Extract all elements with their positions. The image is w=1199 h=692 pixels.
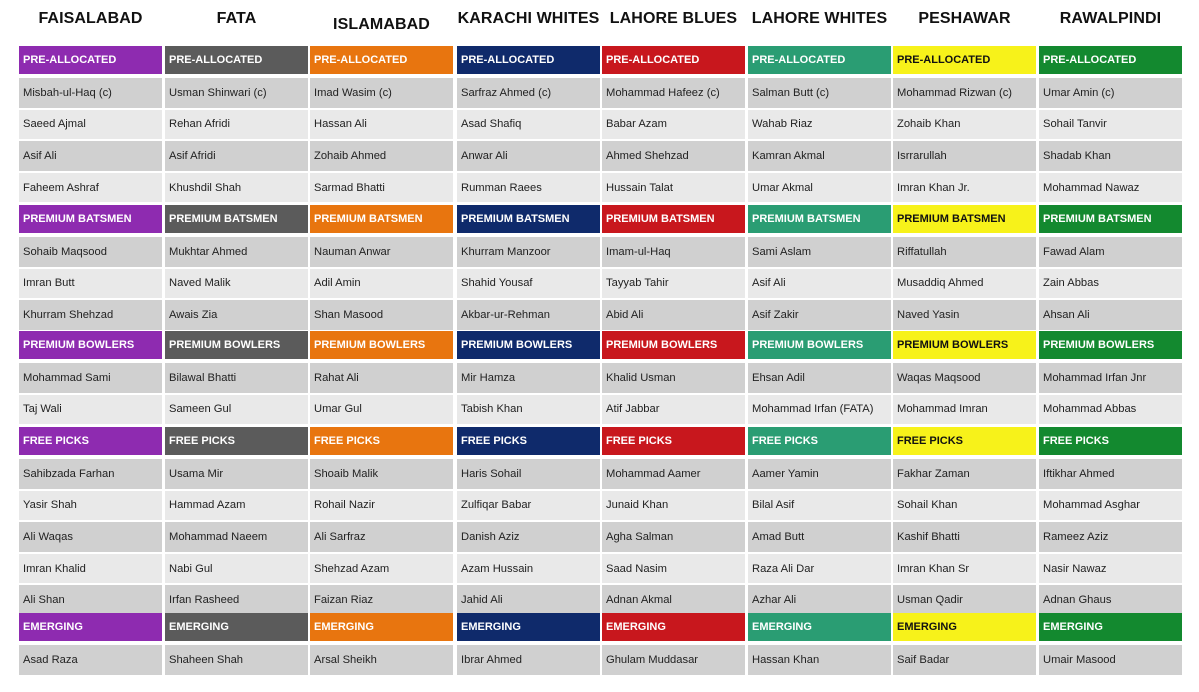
player-row: Nasir Nawaz xyxy=(1039,554,1182,586)
player-row: Hammad Azam xyxy=(165,491,308,523)
player-row: Isrrarullah xyxy=(893,141,1036,173)
player-row: Ehsan Adil xyxy=(748,363,891,395)
player-row: Arsal Sheikh xyxy=(310,645,453,677)
player-row: Shahid Yousaf xyxy=(457,269,600,301)
player-row: Shadab Khan xyxy=(1039,141,1182,173)
player-row: Tayyab Tahir xyxy=(602,269,745,301)
category-header: FREE PICKS xyxy=(310,427,453,457)
player-row: Fakhar Zaman xyxy=(893,459,1036,491)
category-header: PRE-ALLOCATED xyxy=(1039,46,1182,76)
player-row: Mukhtar Ahmed xyxy=(165,237,308,269)
category-header: FREE PICKS xyxy=(602,427,745,457)
player-row: Usman Shinwari (c) xyxy=(165,78,308,110)
category-header: FREE PICKS xyxy=(1039,427,1182,457)
category-header: PREMIUM BATSMEN xyxy=(748,205,891,235)
player-row: Asif Ali xyxy=(748,269,891,301)
player-row: Ahmed Shehzad xyxy=(602,141,745,173)
category-header: PREMIUM BOWLERS xyxy=(19,331,162,361)
player-row: Imran Khan Sr xyxy=(893,554,1036,586)
player-row: Akbar-ur-Rehman xyxy=(457,300,600,332)
category-header: EMERGING xyxy=(893,613,1036,643)
player-row: Babar Azam xyxy=(602,110,745,142)
player-row: Rumman Raees xyxy=(457,173,600,205)
player-row: Taj Wali xyxy=(19,395,162,427)
category-header: EMERGING xyxy=(457,613,600,643)
player-row: Ali Shan xyxy=(19,585,162,617)
category-header: EMERGING xyxy=(310,613,453,643)
category-header: PREMIUM BATSMEN xyxy=(893,205,1036,235)
player-row: Zohaib Khan xyxy=(893,110,1036,142)
player-row: Khushdil Shah xyxy=(165,173,308,205)
player-row: Amad Butt xyxy=(748,522,891,554)
player-row: Zohaib Ahmed xyxy=(310,141,453,173)
player-row: Imran Butt xyxy=(19,269,162,301)
player-row: Atif Jabbar xyxy=(602,395,745,427)
team-column xyxy=(748,0,891,692)
player-row: Naved Yasin xyxy=(893,300,1036,332)
player-row: Mohammad Hafeez (c) xyxy=(602,78,745,110)
player-row: Imad Wasim (c) xyxy=(310,78,453,110)
player-row: Sarfraz Ahmed (c) xyxy=(457,78,600,110)
player-row: Mohammad Irfan (FATA) xyxy=(748,395,891,427)
category-header: FREE PICKS xyxy=(748,427,891,457)
player-row: Imran Khan Jr. xyxy=(893,173,1036,205)
player-row: Khurram Shehzad xyxy=(19,300,162,332)
player-row: Yasir Shah xyxy=(19,491,162,523)
player-row: Sohaib Maqsood xyxy=(19,237,162,269)
player-row: Wahab Riaz xyxy=(748,110,891,142)
player-row: Irfan Rasheed xyxy=(165,585,308,617)
player-row: Khurram Manzoor xyxy=(457,237,600,269)
player-row: Hassan Khan xyxy=(748,645,891,677)
team-column xyxy=(602,0,745,692)
player-row: Agha Salman xyxy=(602,522,745,554)
team-column xyxy=(893,0,1036,692)
category-header: PREMIUM BOWLERS xyxy=(1039,331,1182,361)
player-row: Faheem Ashraf xyxy=(19,173,162,205)
player-row: Ali Sarfraz xyxy=(310,522,453,554)
player-row: Haris Sohail xyxy=(457,459,600,491)
player-row: Hassan Ali xyxy=(310,110,453,142)
player-row: Tabish Khan xyxy=(457,395,600,427)
team-title: FATA xyxy=(216,10,257,27)
player-row: Asad Raza xyxy=(19,645,162,677)
player-row: Asif Afridi xyxy=(165,141,308,173)
category-header: FREE PICKS xyxy=(165,427,308,457)
category-header: PREMIUM BOWLERS xyxy=(893,331,1036,361)
category-header: PREMIUM BOWLERS xyxy=(602,331,745,361)
player-row: Azam Hussain xyxy=(457,554,600,586)
player-row: Naved Malik xyxy=(165,269,308,301)
player-row: Riffatullah xyxy=(893,237,1036,269)
player-row: Mohammad Imran xyxy=(893,395,1036,427)
player-row: Fawad Alam xyxy=(1039,237,1182,269)
player-row: Adnan Ghaus xyxy=(1039,585,1182,617)
category-header: PRE-ALLOCATED xyxy=(310,46,453,76)
category-header: PREMIUM BATSMEN xyxy=(165,205,308,235)
player-row: Adnan Akmal xyxy=(602,585,745,617)
player-row: Saeed Ajmal xyxy=(19,110,162,142)
category-header: EMERGING xyxy=(19,613,162,643)
player-row: Hussain Talat xyxy=(602,173,745,205)
player-row: Mohammad Asghar xyxy=(1039,491,1182,523)
category-header: EMERGING xyxy=(602,613,745,643)
player-row: Umair Masood xyxy=(1039,645,1182,677)
team-column xyxy=(165,0,308,692)
player-row: Waqas Maqsood xyxy=(893,363,1036,395)
category-header: PRE-ALLOCATED xyxy=(165,46,308,76)
player-row: Umar Akmal xyxy=(748,173,891,205)
player-row: Saad Nasim xyxy=(602,554,745,586)
player-row: Adil Amin xyxy=(310,269,453,301)
player-row: Asad Shafiq xyxy=(457,110,600,142)
player-row: Bilal Asif xyxy=(748,491,891,523)
player-row: Nauman Anwar xyxy=(310,237,453,269)
player-row: Raza Ali Dar xyxy=(748,554,891,586)
team-title: LAHORE WHITES xyxy=(751,10,888,27)
player-row: Imran Khalid xyxy=(19,554,162,586)
player-row: Kamran Akmal xyxy=(748,141,891,173)
player-row: Rahat Ali xyxy=(310,363,453,395)
category-header: PREMIUM BATSMEN xyxy=(457,205,600,235)
player-row: Asif Zakir xyxy=(748,300,891,332)
category-header: FREE PICKS xyxy=(457,427,600,457)
player-row: Ahsan Ali xyxy=(1039,300,1182,332)
team-title: PESHAWAR xyxy=(918,10,1011,27)
category-header: PREMIUM BATSMEN xyxy=(1039,205,1182,235)
player-row: Shan Masood xyxy=(310,300,453,332)
player-row: Awais Zia xyxy=(165,300,308,332)
category-header: FREE PICKS xyxy=(19,427,162,457)
player-row: Anwar Ali xyxy=(457,141,600,173)
player-row: Sameen Gul xyxy=(165,395,308,427)
player-row: Iftikhar Ahmed xyxy=(1039,459,1182,491)
player-row: Musaddiq Ahmed xyxy=(893,269,1036,301)
player-row: Nabi Gul xyxy=(165,554,308,586)
player-row: Azhar Ali xyxy=(748,585,891,617)
player-row: Junaid Khan xyxy=(602,491,745,523)
team-column xyxy=(1039,0,1182,692)
player-row: Asif Ali xyxy=(19,141,162,173)
player-row: Misbah-ul-Haq (c) xyxy=(19,78,162,110)
category-header: EMERGING xyxy=(748,613,891,643)
player-row: Mohammad Sami xyxy=(19,363,162,395)
player-row: Rehan Afridi xyxy=(165,110,308,142)
category-header: PRE-ALLOCATED xyxy=(19,46,162,76)
player-row: Mohammad Nawaz xyxy=(1039,173,1182,205)
player-row: Imam-ul-Haq xyxy=(602,237,745,269)
player-row: Salman Butt (c) xyxy=(748,78,891,110)
player-row: Sohail Tanvir xyxy=(1039,110,1182,142)
player-row: Zulfiqar Babar xyxy=(457,491,600,523)
player-row: Rohail Nazir xyxy=(310,491,453,523)
category-header: PREMIUM BATSMEN xyxy=(310,205,453,235)
player-row: Aamer Yamin xyxy=(748,459,891,491)
player-row: Shaheen Shah xyxy=(165,645,308,677)
category-header: PREMIUM BOWLERS xyxy=(457,331,600,361)
team-column xyxy=(457,0,600,692)
player-row: Usama Mir xyxy=(165,459,308,491)
player-row: Faizan Riaz xyxy=(310,585,453,617)
category-header: EMERGING xyxy=(1039,613,1182,643)
player-row: Mohammad Aamer xyxy=(602,459,745,491)
player-row: Khalid Usman xyxy=(602,363,745,395)
category-header: PRE-ALLOCATED xyxy=(748,46,891,76)
team-title: KARACHI WHITES xyxy=(457,10,600,27)
player-row: Sami Aslam xyxy=(748,237,891,269)
category-header: PREMIUM BATSMEN xyxy=(602,205,745,235)
category-header: PREMIUM BATSMEN xyxy=(19,205,162,235)
player-row: Sahibzada Farhan xyxy=(19,459,162,491)
team-title: FAISALABAD xyxy=(38,10,143,27)
player-row: Rameez Aziz xyxy=(1039,522,1182,554)
team-title: LAHORE BLUES xyxy=(609,10,738,27)
player-row: Usman Qadir xyxy=(893,585,1036,617)
player-row: Bilawal Bhatti xyxy=(165,363,308,395)
category-header: PRE-ALLOCATED xyxy=(893,46,1036,76)
team-title: RAWALPINDI xyxy=(1059,10,1162,27)
player-row: Sarmad Bhatti xyxy=(310,173,453,205)
player-row: Mohammad Irfan Jnr xyxy=(1039,363,1182,395)
category-header: PRE-ALLOCATED xyxy=(457,46,600,76)
category-header: PREMIUM BOWLERS xyxy=(748,331,891,361)
team-column xyxy=(310,0,453,692)
player-row: Ibrar Ahmed xyxy=(457,645,600,677)
player-row: Shehzad Azam xyxy=(310,554,453,586)
player-row: Abid Ali xyxy=(602,300,745,332)
player-row: Ali Waqas xyxy=(19,522,162,554)
category-header: PREMIUM BOWLERS xyxy=(310,331,453,361)
player-row: Mir Hamza xyxy=(457,363,600,395)
player-row: Jahid Ali xyxy=(457,585,600,617)
player-row: Ghulam Muddasar xyxy=(602,645,745,677)
player-row: Mohammad Abbas xyxy=(1039,395,1182,427)
player-row: Saif Badar xyxy=(893,645,1036,677)
team-title: ISLAMABAD xyxy=(333,16,430,33)
category-header: PRE-ALLOCATED xyxy=(602,46,745,76)
player-row: Mohammad Rizwan (c) xyxy=(893,78,1036,110)
player-row: Kashif Bhatti xyxy=(893,522,1036,554)
player-row: Umar Amin (c) xyxy=(1039,78,1182,110)
player-row: Sohail Khan xyxy=(893,491,1036,523)
category-header: PREMIUM BOWLERS xyxy=(165,331,308,361)
player-row: Danish Aziz xyxy=(457,522,600,554)
category-header: FREE PICKS xyxy=(893,427,1036,457)
category-header: EMERGING xyxy=(165,613,308,643)
player-row: Shoaib Malik xyxy=(310,459,453,491)
team-column xyxy=(19,0,162,692)
player-row: Mohammad Naeem xyxy=(165,522,308,554)
player-row: Zain Abbas xyxy=(1039,269,1182,301)
player-row: Umar Gul xyxy=(310,395,453,427)
